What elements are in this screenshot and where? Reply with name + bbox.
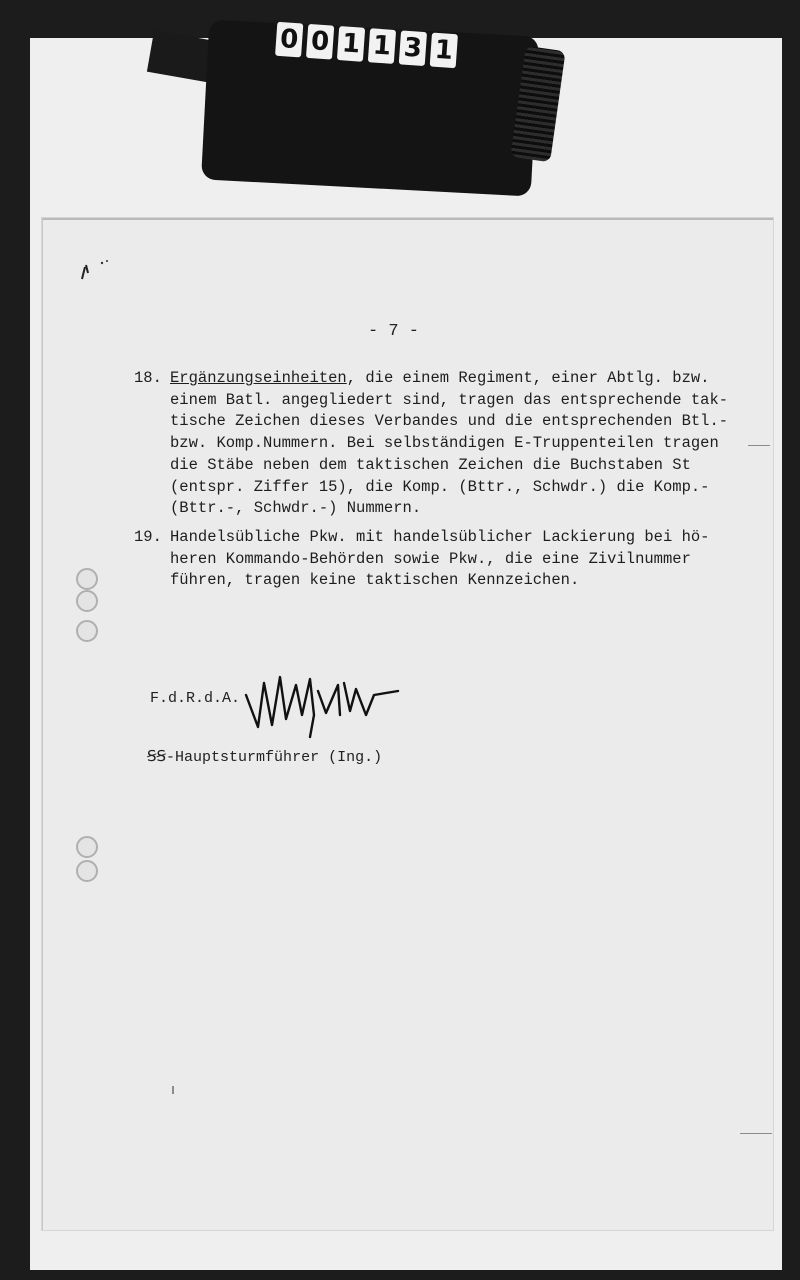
margin-tick — [748, 445, 770, 446]
punch-hole — [76, 620, 98, 642]
paragraph-line: (Bttr.-, Schwdr.-) Nummern. — [170, 499, 422, 518]
counter-digit: 0 — [275, 22, 303, 58]
margin-tick — [740, 1133, 772, 1134]
paragraph-line: die Stäbe neben dem taktischen Zeichen die Buchstaben St — [170, 455, 691, 474]
paragraph-line: bzw. Komp.Nummern. Bei selbständigen E-Truppenteilen tragen — [170, 434, 719, 453]
line-text: , die einem Regiment, einer Abtlg. bzw. — [346, 369, 710, 387]
counter-digit: 1 — [430, 33, 458, 69]
margin-tick — [172, 1086, 174, 1094]
paragraph-line: tische Zeichen dieses Verbandes und die entsprechenden Btl.- — [170, 412, 729, 431]
punch-hole — [76, 860, 98, 882]
page-number: - 7 - — [368, 322, 420, 341]
underlined-term: Ergänzungseinheiten — [170, 369, 347, 387]
paragraph-line: führen, tragen keine taktischen Kennzeichen. — [170, 571, 580, 590]
paragraph-line: Handelsübliche Pkw. mit handelsüblicher Lackierung bei hö- — [170, 528, 710, 546]
handwritten-signature — [240, 655, 410, 740]
paragraph-line — [170, 368, 710, 390]
punch-hole — [76, 590, 98, 612]
punch-hole — [76, 568, 98, 590]
punch-hole — [76, 836, 98, 858]
counter-digit: 3 — [399, 30, 427, 66]
signature-abbreviation: F.d.R.d.A. — [150, 690, 241, 707]
signature-rank: ꞨꞨ-Hauptsturmführer (Ing.) — [147, 749, 383, 766]
counter-digit: 0 — [306, 24, 334, 60]
paragraph-number: 18. — [134, 369, 162, 387]
counter-digit: 1 — [337, 26, 365, 62]
paragraph-line: (entspr. Ziffer 15), die Komp. (Bttr., Schwdr.) die Komp.- — [170, 477, 710, 496]
paragraph-line: einem Batl. angegliedert sind, tragen das entsprechende tak- — [170, 390, 729, 409]
corner-ink-mark — [76, 255, 116, 285]
paragraph-number: 19. — [134, 528, 162, 546]
paragraph-line: heren Kommando-Behörden sowie Pkw., die eine Zivilnummer — [170, 549, 691, 568]
counter-digit: 1 — [368, 28, 396, 64]
